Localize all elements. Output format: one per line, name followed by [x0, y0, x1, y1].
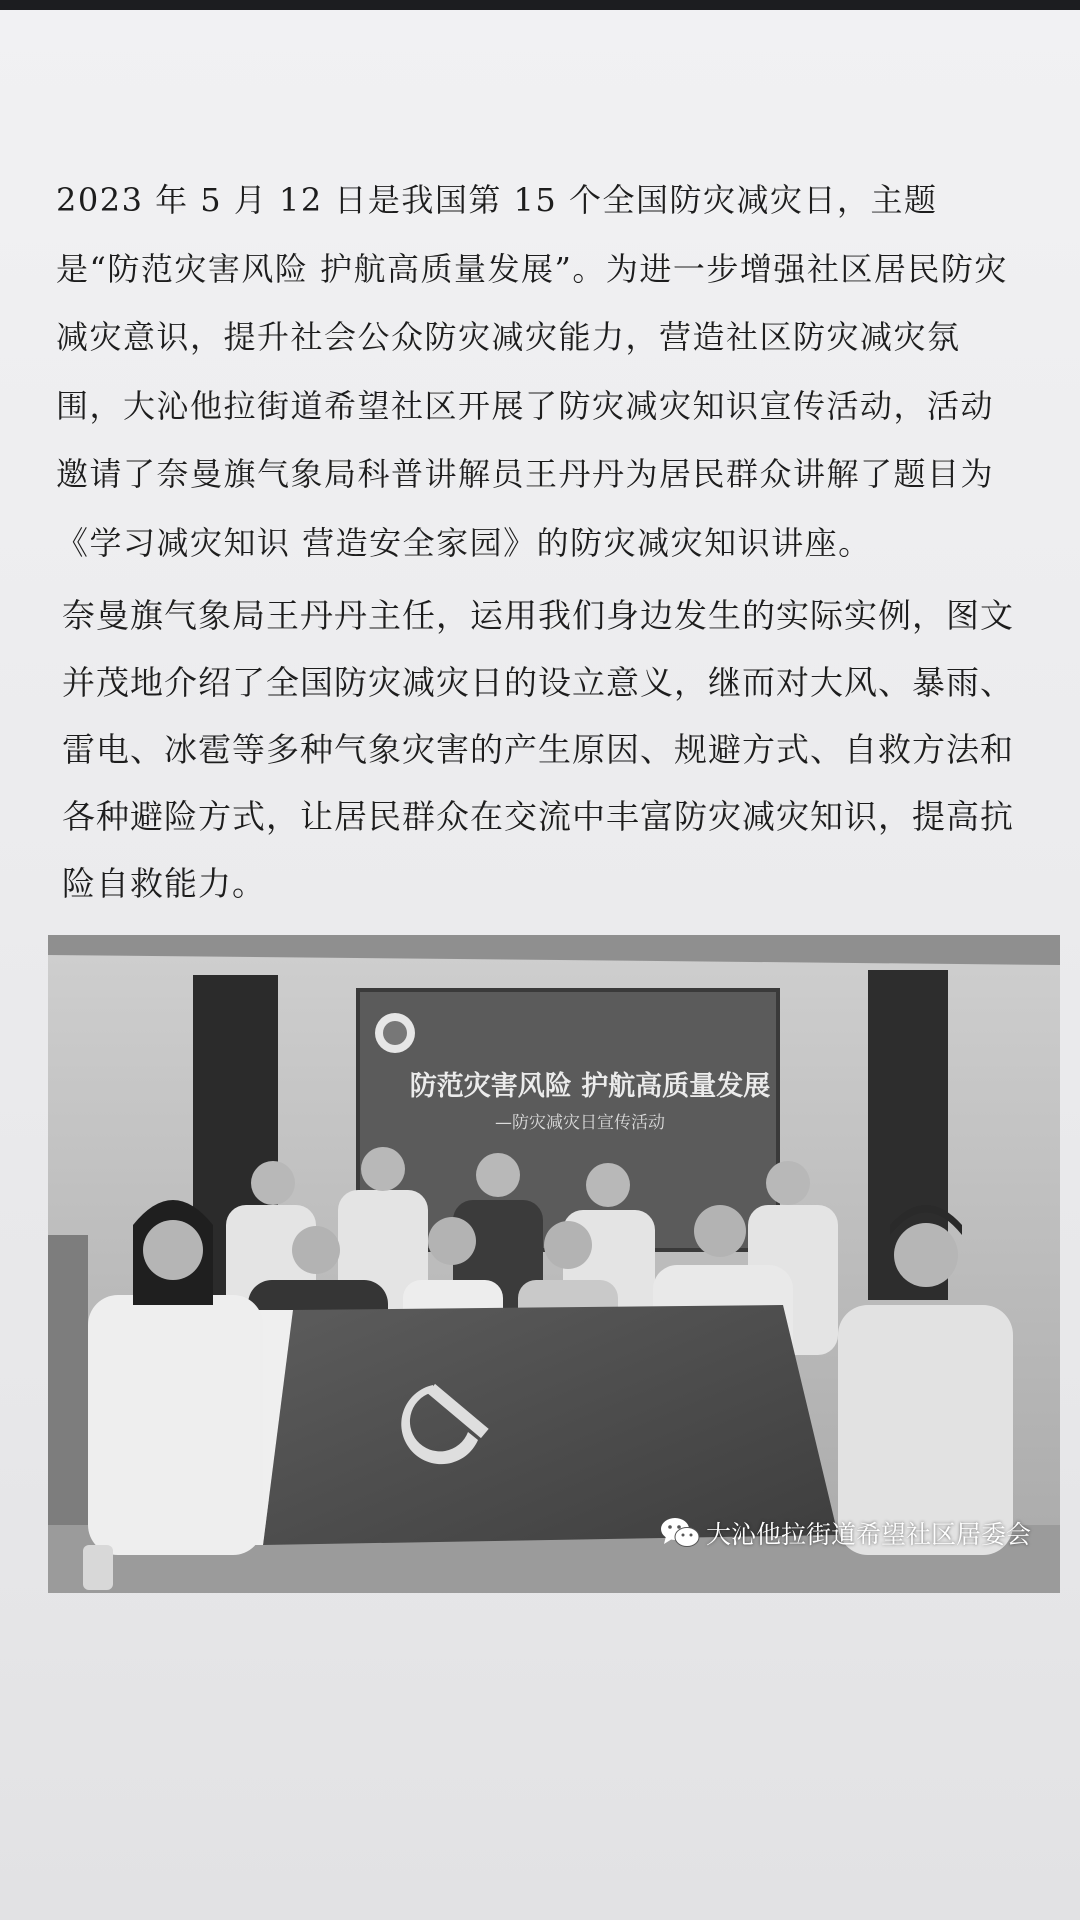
banner-title: 防范灾害风险 护航高质量发展 — [409, 1071, 771, 1102]
photo-watermark — [660, 1513, 1040, 1553]
paragraph-2: 奈曼旗气象局王丹丹主任，运用我们身边发生的实际实例，图文并茂地介绍了全国防灾减灾日的设立意义，继而对大风、暴雨、雷电、冰雹等多种气象灾害的产生原因、规避方式、自救方法和各种避险方式，让居民群众在交流中丰富防灾减灾知识，提高抗险自救能力。 — [62, 596, 1014, 903]
watermark-text: 大沁他拉街道希望社区居委会 — [706, 1520, 1032, 1549]
wechat-icon — [660, 1516, 700, 1550]
paragraph-1: 2023 年 5 月 12 日是我国第 15 个全国防灾减灾日，主题是“防范灾害风险 护航高质量发展”。为进一步增强社区居民防灾减灾意识，提升社会公众防灾减灾能力，营造社区防灾减灾氛围，大沁他拉街道希望社区开展了防灾减灾知识宣传活动，活动邀请了奈曼旗气象局科普讲解员王丹丹为居民群众讲解了题目为《学习减灾知识 营造安全家园》的防灾减灾知识讲座。 — [56, 181, 1008, 562]
banner-subtitle: —防灾减灾日宣传活动 — [495, 1113, 665, 1133]
group-photo — [48, 935, 1060, 1593]
